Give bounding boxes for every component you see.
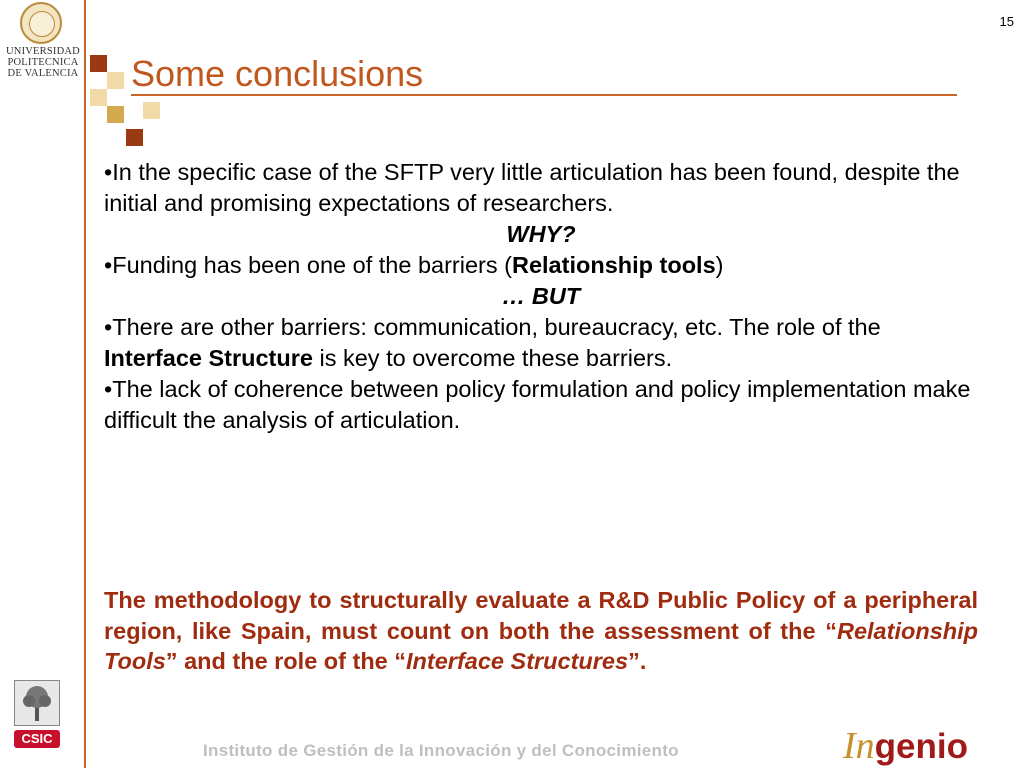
slide-body bbox=[104, 157, 978, 436]
bullet-4: •The lack of coherence between policy formulation and policy implementation make difficult the analysis of articulation. bbox=[104, 376, 971, 433]
bullet-1: •In the specific case of the SFTP very little articulation has been found, despite the initial and promising expectations of researchers. bbox=[104, 159, 960, 216]
tree-icon bbox=[14, 680, 60, 726]
page-number: 15 bbox=[999, 14, 1014, 29]
bullet-2: •Funding has been one of the barriers (Relationship tools) bbox=[104, 252, 724, 278]
slide-title: Some conclusions bbox=[131, 53, 424, 94]
upv-logo bbox=[0, 0, 84, 110]
sidebar-divider bbox=[84, 0, 86, 768]
but-heading: … BUT bbox=[501, 283, 581, 309]
bullet-3: •There are other barriers: communication, bureaucracy, etc. The role of the Interface Structure is key to overcome these barriers. bbox=[104, 314, 881, 371]
ingenio-logo: Ingenio bbox=[843, 725, 968, 767]
university-seal-icon bbox=[20, 2, 62, 44]
title-rule bbox=[131, 94, 957, 96]
interface-structure-term: Interface Structure bbox=[104, 345, 313, 371]
university-name: UNIVERSIDAD POLITECNICA DE VALENCIA bbox=[6, 46, 80, 79]
footer-institute: Instituto de Gestión de la Innovación y del Conocimiento bbox=[203, 741, 679, 760]
csic-logo bbox=[14, 680, 62, 752]
csic-badge: CSIC bbox=[14, 730, 60, 748]
conclusion-statement: The methodology to structurally evaluate a R&D Public Policy of a peripheral region, like Spain, must count on both the assessment of the “Relationship Tools” and the role of the “Interface Structures”. bbox=[104, 587, 978, 674]
relationship-tools-term: Relationship tools bbox=[511, 252, 716, 278]
why-heading: WHY? bbox=[506, 221, 576, 247]
